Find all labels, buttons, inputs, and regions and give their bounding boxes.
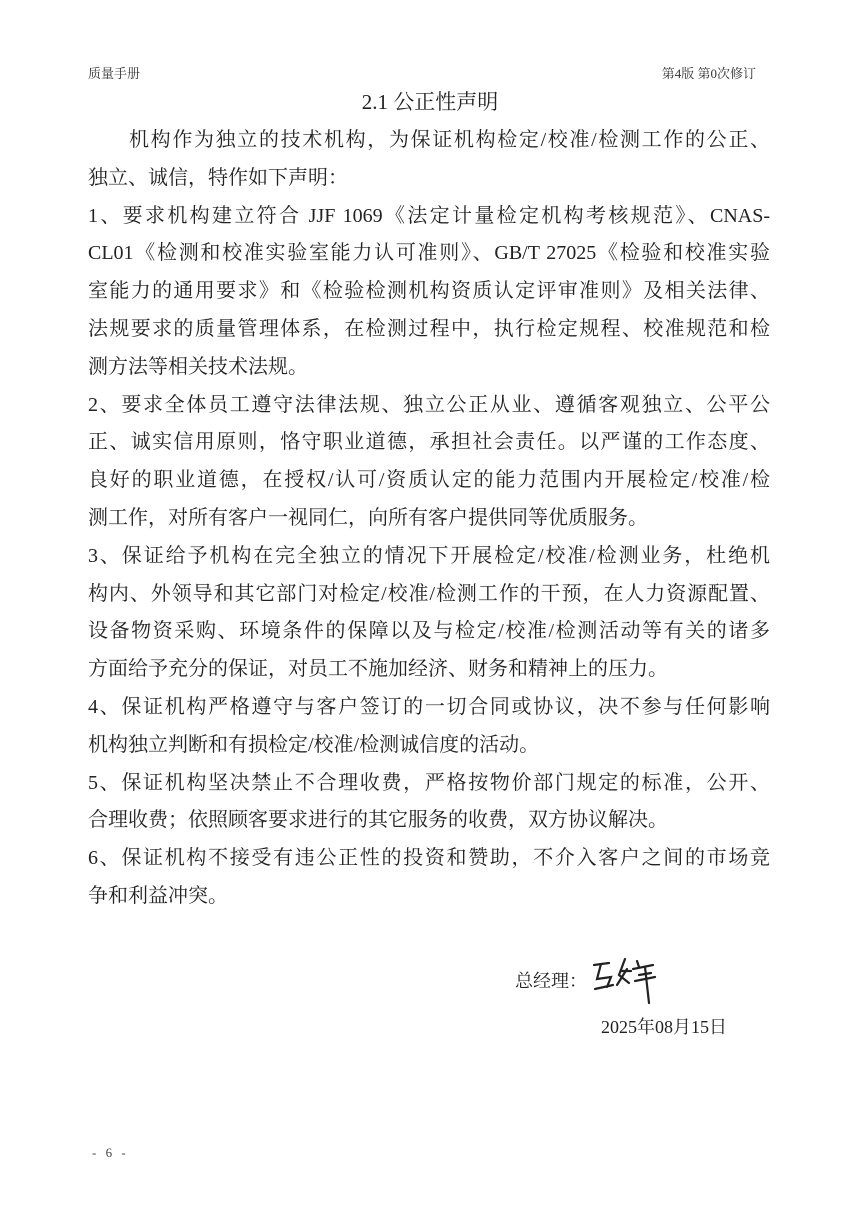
text-line: 争和利益冲突。	[88, 884, 228, 907]
paragraph	[88, 122, 770, 198]
header-manual-name: 质量手册	[88, 66, 141, 81]
text-line: 1、要求机构建立符合 JJF 1069《法定计量检定机构考核规范》、CNAS-	[88, 204, 770, 227]
paragraph	[88, 765, 770, 841]
text-line: 室能力的通用要求》和《检验检测机构资质认定评审准则》及相关法律、	[88, 280, 770, 303]
text-line: 测工作，对所有客户一视同仁，向所有客户提供同等优质服务。	[88, 506, 648, 529]
text-line: 方面给予充分的保证，对员工不施加经济、财务和精神上的压力。	[88, 658, 668, 681]
text-line: 构内、外领导和其它部门对检定/校准/检测工作的干预，在人力资源配置、	[88, 582, 770, 605]
handwritten-signature-icon	[591, 955, 661, 1005]
text-line: 机构独立判断和有损检定/校准/检测诚信度的活动。	[88, 733, 540, 756]
text-line: 良好的职业道德，在授权/认可/资质认定的能力范围内开展检定/校准/检	[88, 469, 770, 492]
paragraph	[88, 538, 770, 689]
text-line: CL01《检测和校准实验室能力认可准则》、GB/T 27025《检验和校准实验	[88, 242, 770, 265]
text-line: 设备物资采购、环境条件的保障以及与检定/校准/检测活动等有关的诸多	[88, 620, 770, 643]
text-line: 3、保证给予机构在完全独立的情况下开展检定/校准/检测业务，杜绝机	[88, 544, 770, 567]
signature-date: 2025年08月15日	[601, 1017, 727, 1037]
text-line: 机构作为独立的技术机构，为保证机构检定/校准/检测工作的公正、	[129, 129, 770, 151]
page-number: - 6 -	[92, 1145, 129, 1160]
paragraph	[88, 689, 770, 765]
text-line: 6、保证机构不接受有违公正性的投资和赞助，不介入客户之间的市场竞	[88, 847, 770, 870]
paragraph	[88, 840, 770, 916]
text-line: 正、诚实信用原则，恪守职业道德，承担社会责任。以严谨的工作态度、	[88, 431, 770, 454]
text-line: 独立、诚信，特作如下声明：	[88, 166, 348, 189]
text-line: 合理收费；依照顾客要求进行的其它服务的收费，双方协议解决。	[88, 809, 668, 832]
paragraph	[88, 387, 770, 538]
text-line: 法规要求的质量管理体系，在检测过程中，执行检定规程、校准规范和检	[88, 317, 770, 340]
signature-block	[515, 955, 661, 1005]
text-line: 5、保证机构坚决禁止不合理收费，严格按物价部门规定的标准，公开、	[88, 771, 770, 794]
text-line: 测方法等相关技术法规。	[88, 355, 308, 378]
signature-label: 总经理：	[515, 971, 587, 991]
text-line: 4、保证机构严格遵守与客户签订的一切合同或协议，决不参与任何影响	[88, 695, 770, 718]
header-version: 第4版 第0次修订	[661, 66, 756, 81]
text-line: 2、要求全体员工遵守法律法规、独立公正从业、遵循客观独立、公平公	[88, 393, 770, 416]
page-title: 2.1 公正性声明	[361, 90, 499, 114]
paragraph	[88, 198, 770, 387]
document-body	[88, 122, 770, 916]
